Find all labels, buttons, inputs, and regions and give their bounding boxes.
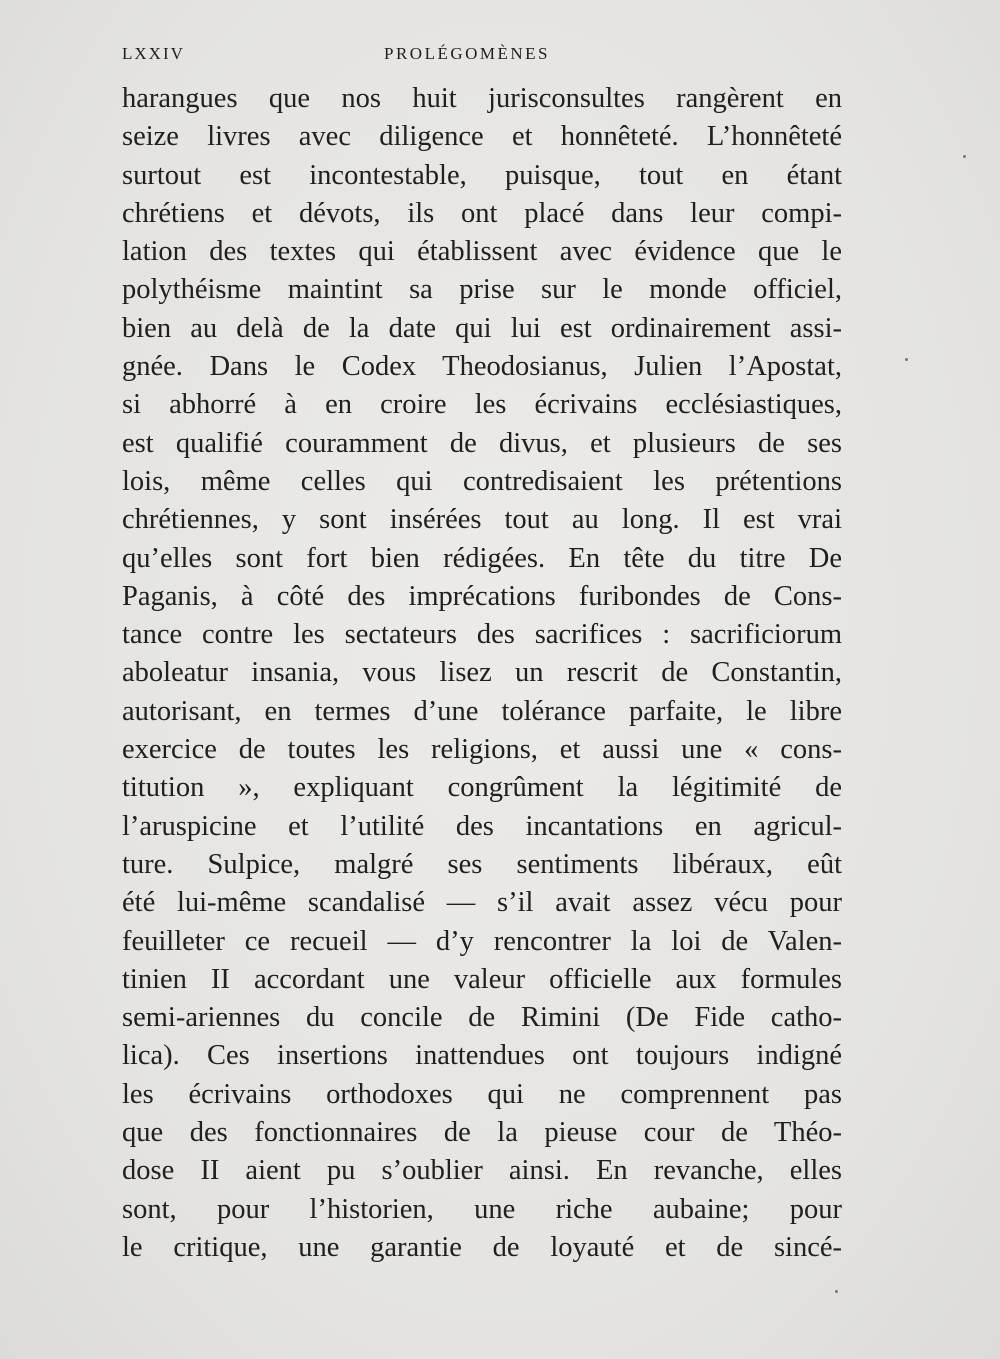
text-line: dose II aient pu s’oublier ainsi. En revanche, elles: [122, 1155, 842, 1187]
text-line: qu’elles sont fort bien rédigées. En tête du titre De: [122, 542, 842, 574]
page-number: LXXIV: [122, 44, 185, 63]
text-line: Paganis, à côté des imprécations furibondes de Cons-: [122, 580, 842, 612]
text-line: gnée. Dans le Codex Theodosianus, Julien l’Apostat,: [122, 351, 842, 383]
text-line: bien au delà de la date qui lui est ordinairement assi-: [122, 312, 842, 344]
text-line: lation des textes qui établissent avec évidence que le: [122, 236, 842, 268]
text-line: chrétiens et dévots, ils ont placé dans leur compi-: [122, 197, 842, 229]
text-line: si abhorré à en croire les écrivains ecclésiastiques,: [122, 389, 842, 421]
text-line: surtout est incontestable, puisque, tout en étant: [122, 159, 842, 191]
paper-speck: [835, 1290, 838, 1293]
text-line: été lui-même scandalisé — s’il avait assez vécu pour: [122, 887, 842, 919]
text-line: tinien II accordant une valeur officielle aux formules: [122, 963, 842, 995]
text-line: chrétiennes, y sont insérées tout au long. Il est vrai: [122, 504, 842, 536]
text-line: aboleatur insania, vous lisez un rescrit de Constantin,: [122, 657, 842, 689]
paper-speck: [905, 358, 908, 361]
text-line: autorisant, en termes d’une tolérance parfaite, le libre: [122, 695, 842, 727]
text-line: lica). Ces insertions inattendues ont toujours indigné: [122, 1040, 842, 1072]
text-line: exercice de toutes les religions, et aussi une « cons-: [122, 734, 842, 766]
text-line: ture. Sulpice, malgré ses sentiments libéraux, eût: [122, 848, 842, 880]
text-line: les écrivains orthodoxes qui ne comprennent pas: [122, 1078, 842, 1110]
text-line: polythéisme maintint sa prise sur le monde officiel,: [122, 274, 842, 306]
body-text: [122, 80, 842, 1267]
running-head: [122, 44, 842, 74]
text-line: titution », expliquant congrûment la légitimité de: [122, 772, 842, 804]
paper-speck: [963, 155, 966, 158]
text-line: harangues que nos huit jurisconsultes rangèrent en: [122, 83, 842, 114]
text-line: le critique, une garantie de loyauté et de sincé-: [122, 1231, 842, 1263]
text-line: que des fonctionnaires de la pieuse cour de Théo-: [122, 1117, 842, 1149]
text-line: semi-ariennes du concile de Rimini (De Fide catho-: [122, 1002, 842, 1034]
text-line: lois, même celles qui contredisaient les prétentions: [122, 465, 842, 497]
text-line: sont, pour l’historien, une riche aubaine; pour: [122, 1193, 842, 1225]
text-line: l’aruspicine et l’utilité des incantations en agricul-: [122, 810, 842, 842]
text-line: feuilleter ce recueil — d’y rencontrer la loi de Valen-: [122, 925, 842, 957]
text-line: est qualifié couramment de divus, et plusieurs de ses: [122, 427, 842, 459]
running-title: PROLÉGOMÈNES: [384, 44, 551, 63]
text-line: seize livres avec diligence et honnêteté. L’honnêteté: [122, 121, 842, 153]
text-line: tance contre les sectateurs des sacrifices : sacrificiorum: [122, 619, 842, 651]
